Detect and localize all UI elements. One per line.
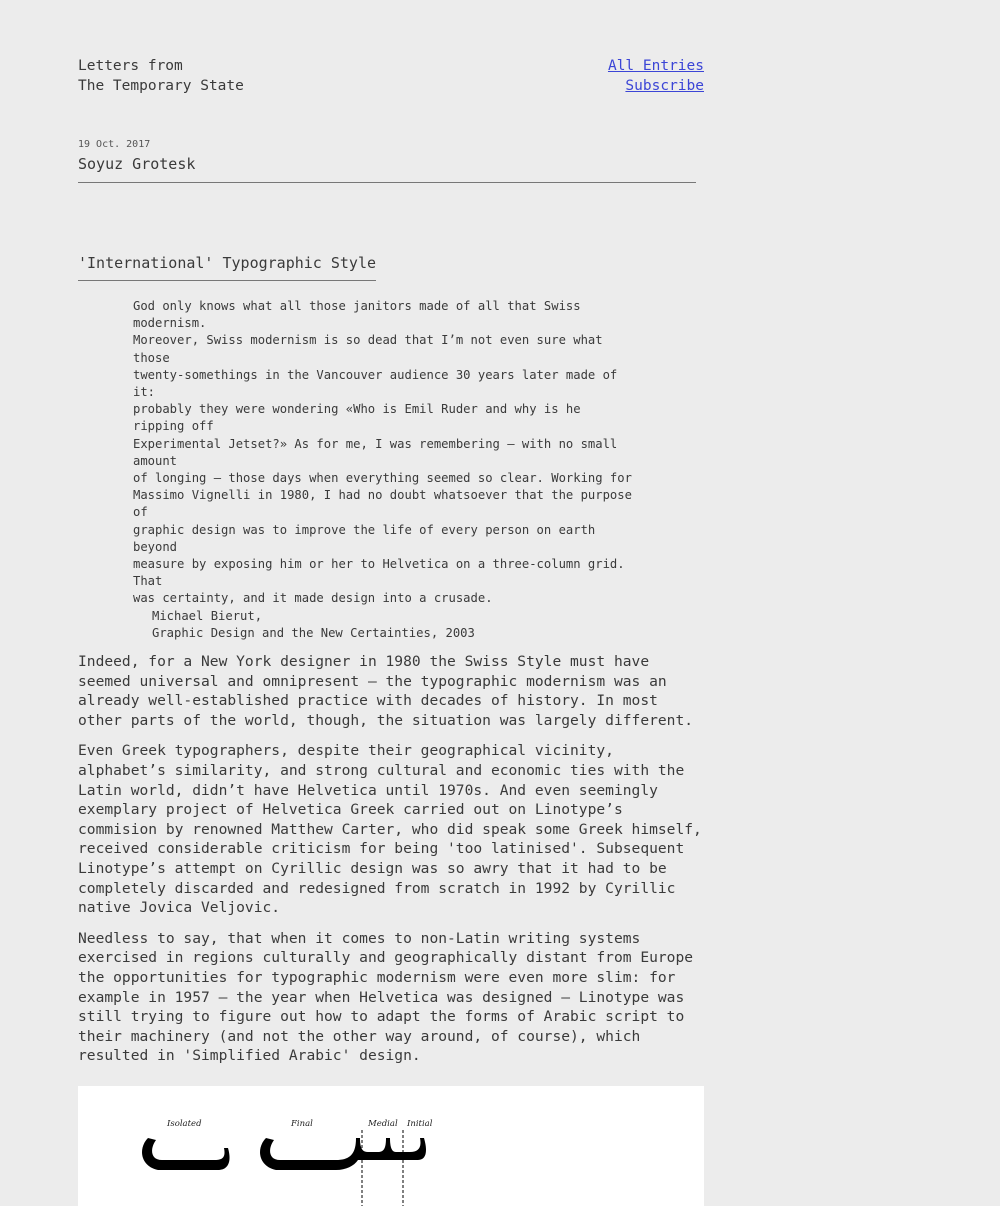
quote-line: God only knows what all those janitors made of all that Swiss modernism. [133,299,581,331]
quote-source: Graphic Design and the New Certainties, 2003 [152,625,475,640]
site-title-line1: Letters from [78,58,183,74]
quote-line: graphic design was to improve the life of every person on earth beyond [133,522,596,554]
subscribe-link[interactable]: Subscribe [625,77,704,94]
body-paragraph: Needless to say, that when it comes to non-Latin writing systems exercised in regions culturally and geographically distant from Europe the opportunities for typographic modernism were even more slim: for example in 1957 — the year when Helvetica was designed — Linotype was still trying to figure out how to adapt the forms of Arabic script to their machinery (and not the other way around, of course), which resulted in 'Simplified Arabic' design. [78,929,694,1065]
page [78,57,704,1206]
block-quote [133,298,633,642]
post-date: 19 Oct. 2017 [78,139,151,150]
quote-line: twenty-somethings in the Vancouver audience 30 years later made of it: [133,367,618,400]
post-title: Soyuz Grotesk [78,154,696,183]
quote-line: was certainty, and it made design into a crusade. [133,591,493,606]
quote-line: of longing — those days when everything seemed so clear. Working for [133,471,632,486]
body-paragraph: Indeed, for a New York designer in 1980 the Swiss Style must have seemed universal and omnipresent — the typographic modernism was an already well-established practice with decades of history. In most other parts of the world, though, the situation was largely different. [78,653,694,729]
label-medial: Medial [368,1118,398,1129]
body-paragraph: Even Greek typographers, despite their geographical vicinity, alphabet’s similarity, and strong cultural and economic ties with the Latin world, didn’t have Helvetica until 1970s. And even seemingly exemplary project of Helvetica Greek carried out on Linotype’s commision by renowned Matthew Carter, who did speak some Greek himself, received considerable criticism for being 'too latinised'. Subsequent Linotype’s attempt on Cyrillic design was so awry that it had to be completely discarded and redesigned from scratch in 1992 by Cyrillic native Jovica Veljovic. [78,742,702,917]
section-title: 'International' Typographic Style [78,253,376,281]
label-initial: Initial [407,1118,433,1129]
label-isolated: Isolated [167,1118,202,1129]
arabic-letterforms-figure [78,1086,704,1206]
glyph-connected [260,1138,426,1170]
label-final: Final [291,1118,313,1129]
site-title-line2: The Temporary State [78,77,244,94]
quote-author: Michael Bierut, [152,608,263,623]
main-nav [608,57,704,96]
post-meta [78,139,704,183]
quote-line: Experimental Jetset?» As for me, I was remembering — with no small amount [133,436,618,468]
quote-line: probably they were wondering «Who is Emil Ruder and why is he ripping off [133,402,581,434]
quote-line: Moreover, Swiss modernism is so dead that I’m not even sure what those [133,333,603,365]
arabic-letterforms-illustration [78,1086,704,1206]
glyph-isolated [142,1138,230,1170]
site-header [78,57,704,97]
all-entries-link[interactable]: All Entries [607,58,704,74]
quote-line: Massimo Vignelli in 1980, I had no doubt whatsoever that the purpose of [133,488,632,520]
quote-line: measure by exposing him or her to Helvetica on a three-column grid. That [133,557,625,589]
